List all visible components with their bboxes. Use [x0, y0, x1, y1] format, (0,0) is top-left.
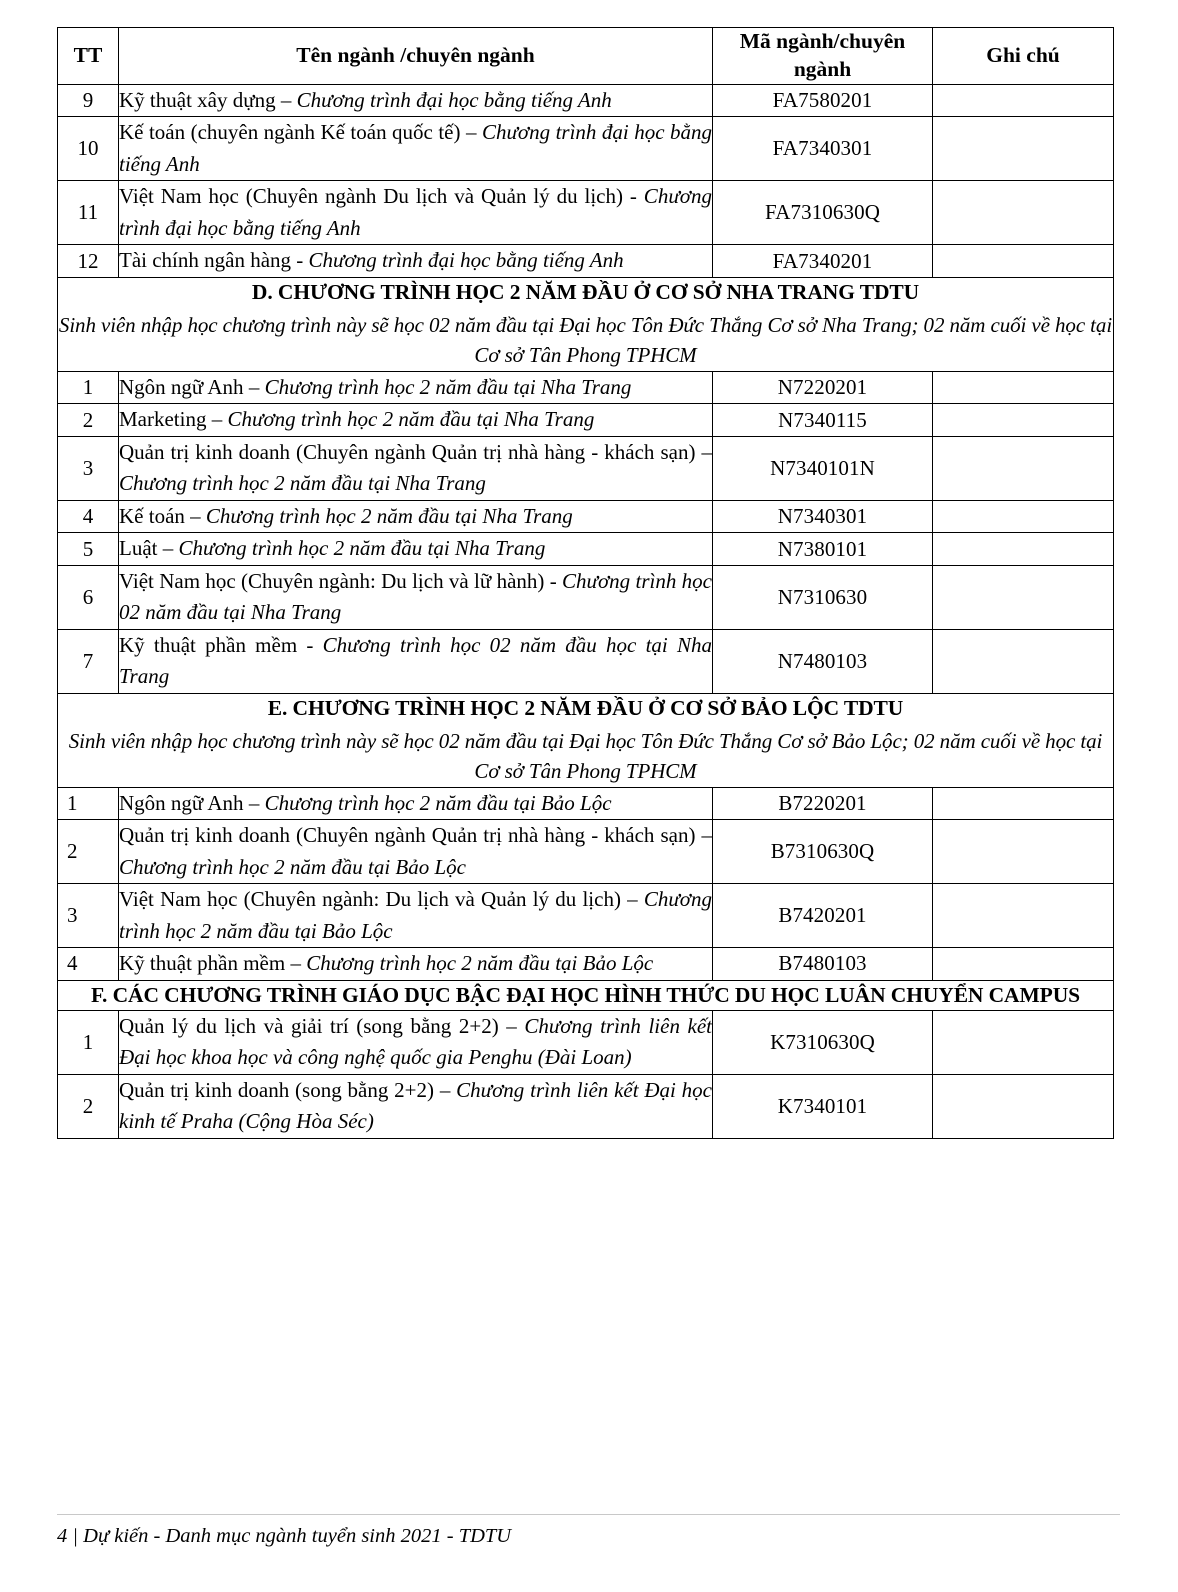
program-name-cell — [119, 1010, 713, 1074]
program-code-cell: K7340101 — [713, 1074, 933, 1138]
row-index-cell: 5 — [58, 533, 119, 566]
section-banner-row — [58, 980, 1114, 1010]
table-row — [58, 884, 1114, 948]
program-name-cell — [119, 948, 713, 981]
program-code-cell: N7310630 — [713, 565, 933, 629]
row-index-cell: 1 — [58, 371, 119, 404]
program-code-cell: K7310630Q — [713, 1010, 933, 1074]
program-name-cell — [119, 245, 713, 278]
row-index-cell: 2 — [58, 820, 119, 884]
table-row — [58, 948, 1114, 981]
program-note-cell — [933, 1074, 1114, 1138]
table-row — [58, 1010, 1114, 1074]
row-index-cell: 10 — [58, 117, 119, 181]
program-code-cell: B7420201 — [713, 884, 933, 948]
program-code-cell: FA7340301 — [713, 117, 933, 181]
table-row — [58, 404, 1114, 437]
program-name-plain: Ngôn ngữ Anh — [119, 374, 249, 399]
table-row — [58, 245, 1114, 278]
program-code-cell: B7220201 — [713, 787, 933, 820]
column-header-name: Tên ngành /chuyên ngành — [119, 28, 713, 85]
column-header-code: Mã ngành/chuyên ngành — [713, 28, 933, 85]
program-note-cell — [933, 117, 1114, 181]
footer-divider — [57, 1514, 1120, 1515]
program-name-cell — [119, 533, 713, 566]
row-index-cell: 1 — [58, 1010, 119, 1074]
program-name-plain: Kỹ thuật phần mềm — [119, 951, 291, 976]
row-index-cell: 6 — [58, 565, 119, 629]
table-row — [58, 565, 1114, 629]
program-note-cell — [933, 436, 1114, 500]
section-banner-D — [58, 277, 1114, 371]
program-code-cell: N7340301 — [713, 500, 933, 533]
row-index-cell: 11 — [58, 181, 119, 245]
row-index-cell: 3 — [58, 884, 119, 948]
program-name-cell — [119, 404, 713, 437]
row-index-cell: 1 — [58, 787, 119, 820]
program-code-cell: N7380101 — [713, 533, 933, 566]
table-row — [58, 117, 1114, 181]
program-name-cell — [119, 500, 713, 533]
program-name-plain: Marketing — [119, 407, 212, 432]
program-name-italic: – Chương trình học 2 năm đầu tại Nha Trang — [248, 374, 632, 399]
program-name-italic: – Chương trình học 2 năm đầu tại Nha Trang — [162, 536, 546, 561]
program-name-plain: Quản trị kinh doanh (song bằng 2+2) — [119, 1077, 440, 1102]
program-name-italic: Chương trình học 02 năm đầu tại Nha Trang — [119, 568, 712, 625]
program-name-italic: Chương trình học 02 năm đầu học tại Nha Trang — [119, 632, 712, 689]
program-note-cell — [933, 245, 1114, 278]
row-index-cell: 12 — [58, 245, 119, 278]
program-name-cell — [119, 371, 713, 404]
program-note-cell — [933, 884, 1114, 948]
program-name-plain: Kế toán — [119, 503, 191, 528]
column-header-tt: TT — [58, 28, 119, 85]
program-code-cell: FA7310630Q — [713, 181, 933, 245]
program-name-italic: - Chương trình đại học bằng tiếng Anh — [296, 248, 624, 273]
program-code-cell: N7480103 — [713, 629, 933, 693]
program-name-italic: – Chương trình đại học bằng tiếng Anh — [119, 120, 712, 176]
row-index-cell: 2 — [58, 1074, 119, 1138]
row-index-cell: 4 — [58, 500, 119, 533]
program-note-cell — [933, 404, 1114, 437]
program-name-italic: – Chương trình học 2 năm đầu tại Nha Trang — [190, 503, 573, 528]
section-banner-row — [58, 693, 1114, 787]
program-name-plain: Việt Nam học (Chuyên ngành Du lịch và Quản lý du lịch) — [119, 184, 630, 209]
program-code-cell: B7310630Q — [713, 820, 933, 884]
table-row — [58, 820, 1114, 884]
program-name-italic: – Chương trình học 2 năm đầu tại Nha Trang — [119, 439, 712, 496]
row-index-cell: 7 — [58, 629, 119, 693]
table-row — [58, 84, 1114, 117]
program-name-cell — [119, 181, 713, 245]
program-name-plain: Quản lý du lịch và giải trí (song bằng 2+2) — [119, 1013, 507, 1038]
program-name-italic: – Chương trình học 2 năm đầu tại Bảo Lộc — [119, 823, 712, 879]
table-row — [58, 371, 1114, 404]
program-name-plain: Luật — [119, 536, 163, 561]
program-name-cell — [119, 117, 713, 181]
program-code-cell: N7340101N — [713, 436, 933, 500]
table-row — [58, 629, 1114, 693]
program-name-italic: – Chương trình liên kết Đại học khoa học và công nghệ quốc gia Penghu (Đài Loan) — [119, 1013, 712, 1070]
section-banner-row — [58, 277, 1114, 371]
program-name-cell — [119, 629, 713, 693]
row-index-cell: 4 — [58, 948, 119, 981]
program-note-cell — [933, 500, 1114, 533]
program-note-cell — [933, 629, 1114, 693]
section-banner-E — [58, 693, 1114, 787]
program-name-plain: Kế toán (chuyên ngành Kế toán quốc tế) — [119, 120, 466, 145]
table-row — [58, 787, 1114, 820]
program-name-italic: – Chương trình đại học bằng tiếng Anh — [280, 87, 612, 112]
program-name-plain: Quản trị kinh doanh (Chuyên ngành Quản trị nhà hàng - khách sạn) — [119, 439, 702, 464]
table-row — [58, 181, 1114, 245]
program-name-italic: – Chương trình học 2 năm đầu tại Nha Trang — [211, 407, 595, 432]
row-index-cell: 2 — [58, 404, 119, 437]
program-code-cell: N7220201 — [713, 371, 933, 404]
program-note-cell — [933, 948, 1114, 981]
program-note-cell — [933, 1010, 1114, 1074]
section-banner-F — [58, 980, 1114, 1010]
program-name-plain: Kỹ thuật phần mềm - — [119, 632, 323, 657]
program-note-cell — [933, 371, 1114, 404]
table-body — [58, 84, 1114, 1138]
program-note-cell — [933, 533, 1114, 566]
program-name-cell — [119, 787, 713, 820]
program-code-cell: FA7340201 — [713, 245, 933, 278]
program-note-cell — [933, 84, 1114, 117]
program-name-italic: – Chương trình học 2 năm đầu tại Bảo Lộc — [119, 887, 713, 943]
program-name-plain: Tài chính ngân hàng — [119, 248, 297, 273]
program-name-plain: Việt Nam học (Chuyên ngành: Du lịch và Quản lý du lịch) — [119, 887, 628, 912]
section-title: F. CÁC CHƯƠNG TRÌNH GIÁO DỤC BẬC ĐẠI HỌC HÌNH THỨC DU HỌC LUÂN CHUYỂN CAMPUS — [90, 982, 1080, 1007]
program-name-cell — [119, 565, 713, 629]
program-name-cell — [119, 436, 713, 500]
section-title: E. CHƯƠNG TRÌNH HỌC 2 NĂM ĐẦU Ở CƠ SỞ BẢO LỘC TDTU — [267, 695, 904, 720]
program-name-italic: - Chương trình đại học bằng tiếng Anh — [119, 184, 712, 240]
table-row — [58, 533, 1114, 566]
section-title: D. CHƯƠNG TRÌNH HỌC 2 NĂM ĐẦU Ở CƠ SỞ NHA TRANG TDTU — [251, 279, 920, 304]
program-name-cell — [119, 1074, 713, 1138]
table-header — [58, 28, 1114, 85]
program-name-cell — [119, 884, 713, 948]
program-note-cell — [933, 787, 1114, 820]
program-catalog-table — [57, 27, 1114, 1139]
program-note-cell — [933, 565, 1114, 629]
program-name-cell — [119, 84, 713, 117]
table-row — [58, 1074, 1114, 1138]
program-name-plain: Việt Nam học (Chuyên ngành: Du lịch và lữ hành) - — [119, 568, 563, 593]
section-note: Sinh viên nhập học chương trình này sẽ học 02 năm đầu tại Đại học Tôn Đức Thắng Cơ sở Bảo Lộc; 02 năm cuối về học tại Cơ sở Tân Phong TPHCM — [68, 728, 1103, 784]
program-name-plain: Ngôn ngữ Anh — [119, 790, 249, 815]
page-footer: 4 | Dự kiến - Danh mục ngành tuyển sinh 2021 - TDTU — [57, 1525, 512, 1547]
table-row — [58, 500, 1114, 533]
program-note-cell — [933, 820, 1114, 884]
program-name-plain: Kỹ thuật xây dựng — [119, 87, 281, 112]
column-header-note: Ghi chú — [933, 28, 1114, 85]
program-note-cell — [933, 181, 1114, 245]
program-code-cell: B7480103 — [713, 948, 933, 981]
table-header-row — [58, 28, 1114, 85]
row-index-cell: 9 — [58, 84, 119, 117]
program-name-italic: – Chương trình học 2 năm đầu tại Bảo Lộc — [290, 951, 654, 976]
program-name-cell — [119, 820, 713, 884]
program-name-italic: – Chương trình học 2 năm đầu tại Bảo Lộc — [248, 790, 612, 815]
program-code-cell: N7340115 — [713, 404, 933, 437]
program-name-plain: Quản trị kinh doanh (Chuyên ngành Quản trị nhà hàng - khách sạn) — [119, 823, 702, 848]
program-code-cell: FA7580201 — [713, 84, 933, 117]
row-index-cell: 3 — [58, 436, 119, 500]
section-note: Sinh viên nhập học chương trình này sẽ học 02 năm đầu tại Đại học Tôn Đức Thắng Cơ sở Nha Trang; 02 năm cuối về học tại Cơ sở Tân Phong TPHCM — [58, 312, 1113, 368]
program-name-italic: – Chương trình liên kết Đại học kinh tế Praha (Cộng Hòa Séc) — [119, 1077, 712, 1134]
table-row — [58, 436, 1114, 500]
